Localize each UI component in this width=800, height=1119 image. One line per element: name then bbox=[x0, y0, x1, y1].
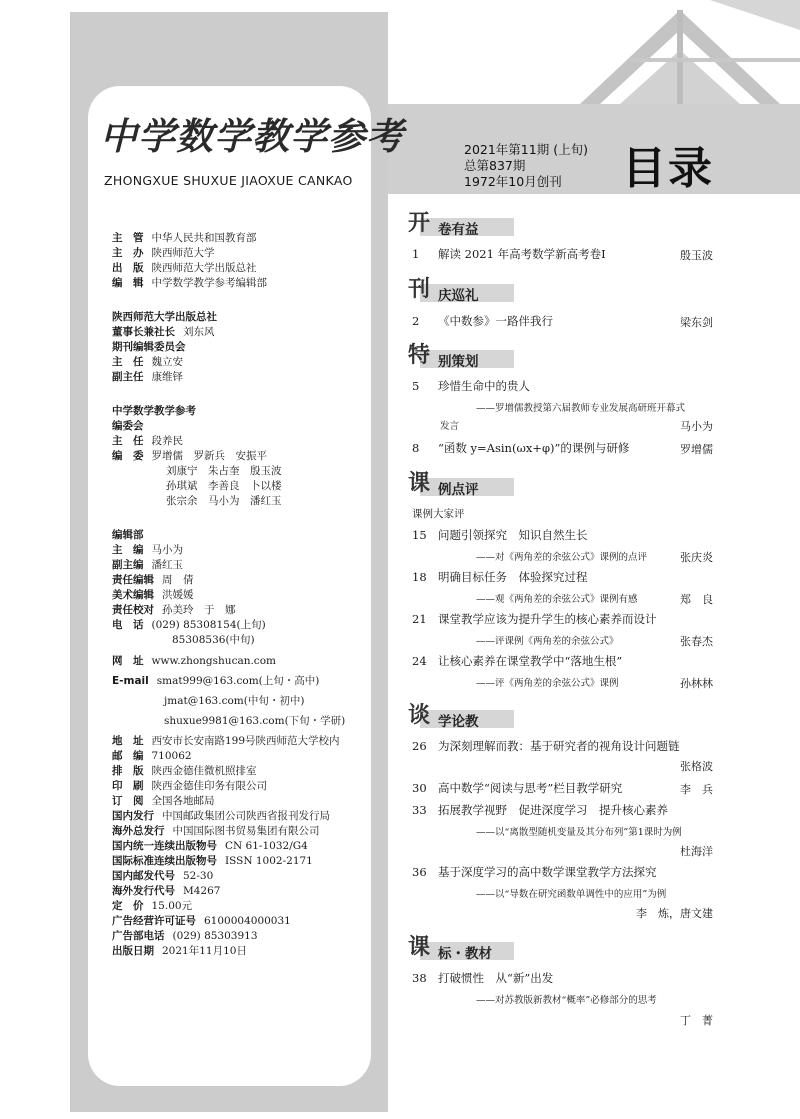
info-row: 85308536(中旬) bbox=[172, 634, 255, 646]
info-row: 海外发行代号 M4267 bbox=[112, 885, 221, 897]
toc-entry[interactable]: 5 珍惜生命中的贵人 bbox=[412, 379, 530, 393]
toc-author: 李 炼，唐文建 bbox=[636, 907, 713, 920]
founded-date: 1972年10月创刊 bbox=[464, 174, 562, 189]
info-row: 刘康宁 朱占奎 殷玉波 bbox=[166, 465, 282, 477]
info-row: 定 价 15.00元 bbox=[112, 900, 193, 912]
info-row: 编 辑 中学数学教学参考编辑部 bbox=[112, 277, 267, 289]
info-row: 国内统一连续出版物号 CN 61-1032/G4 bbox=[112, 840, 308, 852]
toc-entry[interactable]: 38 打破惯性 从“新”出发 bbox=[412, 971, 554, 985]
info-row: jmat@163.com(中旬・初中) bbox=[164, 695, 305, 707]
info-row: 张宗余 马小为 潘红玉 bbox=[166, 495, 282, 507]
toc-entry[interactable]: 21 课堂教学应该为提升学生的核心素养而设计 bbox=[412, 612, 657, 626]
section-header-tebie: 特 别策划 bbox=[408, 342, 516, 368]
info-row: 订 阅 全国各地邮局 bbox=[112, 795, 215, 807]
info-row: 中学数学教学参考 bbox=[112, 405, 196, 417]
section-header-kebiao: 课 标・教材 bbox=[408, 934, 516, 960]
info-row: 董事长兼社长 刘东风 bbox=[112, 326, 215, 338]
magazine-logo-pinyin: ZHONGXUE SHUXUE JIAOXUE CANKAO bbox=[104, 173, 353, 188]
toc-title: 目录 bbox=[622, 143, 714, 194]
toc-author: 丁 菁 bbox=[680, 1014, 713, 1027]
toc-author: 孙林林 bbox=[680, 677, 713, 690]
toc-author: 罗增儒 bbox=[680, 443, 713, 456]
toc-entry[interactable]: 24 让核心素养在课堂教学中“落地生根” bbox=[412, 654, 623, 668]
toc-subtitle: ——评课例《两角差的余弦公式》 bbox=[476, 636, 619, 647]
info-row: 广告经营许可证号 6100004000031 bbox=[112, 915, 291, 927]
info-row: 期刊编辑委员会 bbox=[112, 341, 186, 353]
toc-author: 杜海洋 bbox=[680, 845, 713, 858]
info-row: 副主任 康维铎 bbox=[112, 371, 183, 383]
toc-author: 张格波 bbox=[680, 760, 713, 773]
info-row: 广告部电话 (029) 85303913 bbox=[112, 930, 258, 942]
info-row: 排 版 陕西金德佳微机照排室 bbox=[112, 765, 257, 777]
info-row: E-mail smat999@163.com(上旬・高中) bbox=[112, 675, 320, 687]
section-header-kanqing: 刊 庆巡礼 bbox=[408, 276, 516, 302]
info-row: 责任编辑 周 倩 bbox=[112, 574, 194, 586]
info-row: shuxue9981@163.com(下旬・学研) bbox=[164, 715, 346, 727]
toc-entry[interactable]: 26 为深刻理解而教：基于研究者的视角设计问题链 bbox=[412, 739, 680, 753]
info-row: 国内发行 中国邮政集团公司陕西省报刊发行局 bbox=[112, 810, 330, 822]
info-row: 孙琪斌 李善良 卜以楼 bbox=[166, 480, 282, 492]
info-row: 陕西师范大学出版总社 bbox=[112, 311, 217, 323]
bridge-decoration bbox=[560, 0, 800, 104]
section-header-keli: 课 例点评 bbox=[408, 470, 516, 496]
issue-total: 总第837期 bbox=[464, 158, 526, 173]
toc-author: 张春杰 bbox=[680, 635, 713, 648]
toc-entry[interactable]: 15 问题引领探究 知识自然生长 bbox=[412, 528, 588, 542]
header-gray-band bbox=[388, 104, 800, 194]
info-row: 海外总发行 中国国际图书贸易集团有限公司 bbox=[112, 825, 320, 837]
toc-entry[interactable]: 33 拓展教学视野 促进深度学习 提升核心素养 bbox=[412, 803, 668, 817]
toc-author: 郑 良 bbox=[680, 593, 713, 606]
toc-entry[interactable]: 36 基于深度学习的高中数学课堂教学方法探究 bbox=[412, 865, 657, 879]
info-row: 主 管 中华人民共和国教育部 bbox=[112, 232, 257, 244]
magazine-logo: 中学数学教学参考 bbox=[100, 114, 404, 158]
info-row: 国际标准连续出版物号 ISSN 1002-2171 bbox=[112, 855, 313, 867]
toc-entry[interactable]: 1 解读 2021 年高考数学新高考卷Ⅰ bbox=[412, 247, 606, 261]
section-header-kaijuan: 开 卷有益 bbox=[408, 210, 516, 236]
info-row: 主 编 马小为 bbox=[112, 544, 183, 556]
toc-author: 梁东剑 bbox=[680, 316, 713, 329]
info-row: 出版日期 2021年11月10日 bbox=[112, 945, 247, 957]
info-row: 责任校对 孙美玲 于 娜 bbox=[112, 604, 236, 616]
info-row: 地 址 西安市长安南路199号陕西师范大学校内 bbox=[112, 735, 340, 747]
toc-subtitle: ——罗增儒教授第六届教师专业发展高研班开幕式 bbox=[476, 403, 686, 414]
issue-number: 2021年第11期 (上旬) bbox=[464, 142, 588, 157]
toc-subtitle: ——观《两角差的余弦公式》课例有感 bbox=[476, 594, 638, 605]
info-row: 主 任 段养民 bbox=[112, 435, 183, 447]
toc-subtitle: ——以“导数在研究函数单调性中的应用”为例 bbox=[476, 889, 667, 900]
toc-author: 殷玉波 bbox=[680, 249, 713, 262]
toc-author: 李 兵 bbox=[680, 783, 713, 796]
toc-subtitle: ——以“离散型随机变量及其分布列”第1课时为例 bbox=[476, 827, 682, 838]
info-row: 电 话 (029) 85308154(上旬) bbox=[112, 619, 266, 631]
info-row: 网 址 www.zhongshucan.com bbox=[112, 655, 276, 667]
info-row: 邮 编 710062 bbox=[112, 750, 192, 762]
info-row: 编委会 bbox=[112, 420, 144, 432]
info-row: 副主编 潘红玉 bbox=[112, 559, 183, 571]
toc-entry[interactable]: 8 “函数 y=Asin(ωx+φ)”的课例与研修 bbox=[412, 441, 630, 455]
column-label: 课例大家评 bbox=[412, 508, 465, 520]
toc-author: 张庆炎 bbox=[680, 551, 713, 564]
toc-entry[interactable]: 18 明确目标任务 体验探究过程 bbox=[412, 570, 588, 584]
toc-subtitle: ——评《两角差的余弦公式》课例 bbox=[476, 678, 619, 689]
toc-subtitle: 发言 bbox=[440, 421, 460, 432]
info-row: 美术编辑 洪媛媛 bbox=[112, 589, 194, 601]
info-row: 编辑部 bbox=[112, 529, 144, 541]
info-row: 主 任 魏立安 bbox=[112, 356, 183, 368]
info-row: 编 委 罗增儒 罗新兵 安振平 bbox=[112, 450, 267, 462]
section-header-tanxue: 谈 学论教 bbox=[408, 702, 516, 728]
info-row: 国内邮发代号 52-30 bbox=[112, 870, 214, 882]
toc-subtitle: ——对《两角差的余弦公式》课例的点评 bbox=[476, 552, 648, 563]
info-row: 主 办 陕西师范大学 bbox=[112, 247, 215, 259]
info-row: 出 版 陕西师范大学出版总社 bbox=[112, 262, 257, 274]
toc-subtitle: ——对苏教版新教材“概率”必修部分的思考 bbox=[476, 995, 657, 1006]
info-row: 印 刷 陕西金德佳印务有限公司 bbox=[112, 780, 267, 792]
toc-entry[interactable]: 2 《中数参》一路伴我行 bbox=[412, 314, 553, 328]
toc-entry[interactable]: 30 高中数学“阅读与思考”栏目教学研究 bbox=[412, 781, 623, 795]
toc-author: 马小为 bbox=[680, 420, 713, 433]
